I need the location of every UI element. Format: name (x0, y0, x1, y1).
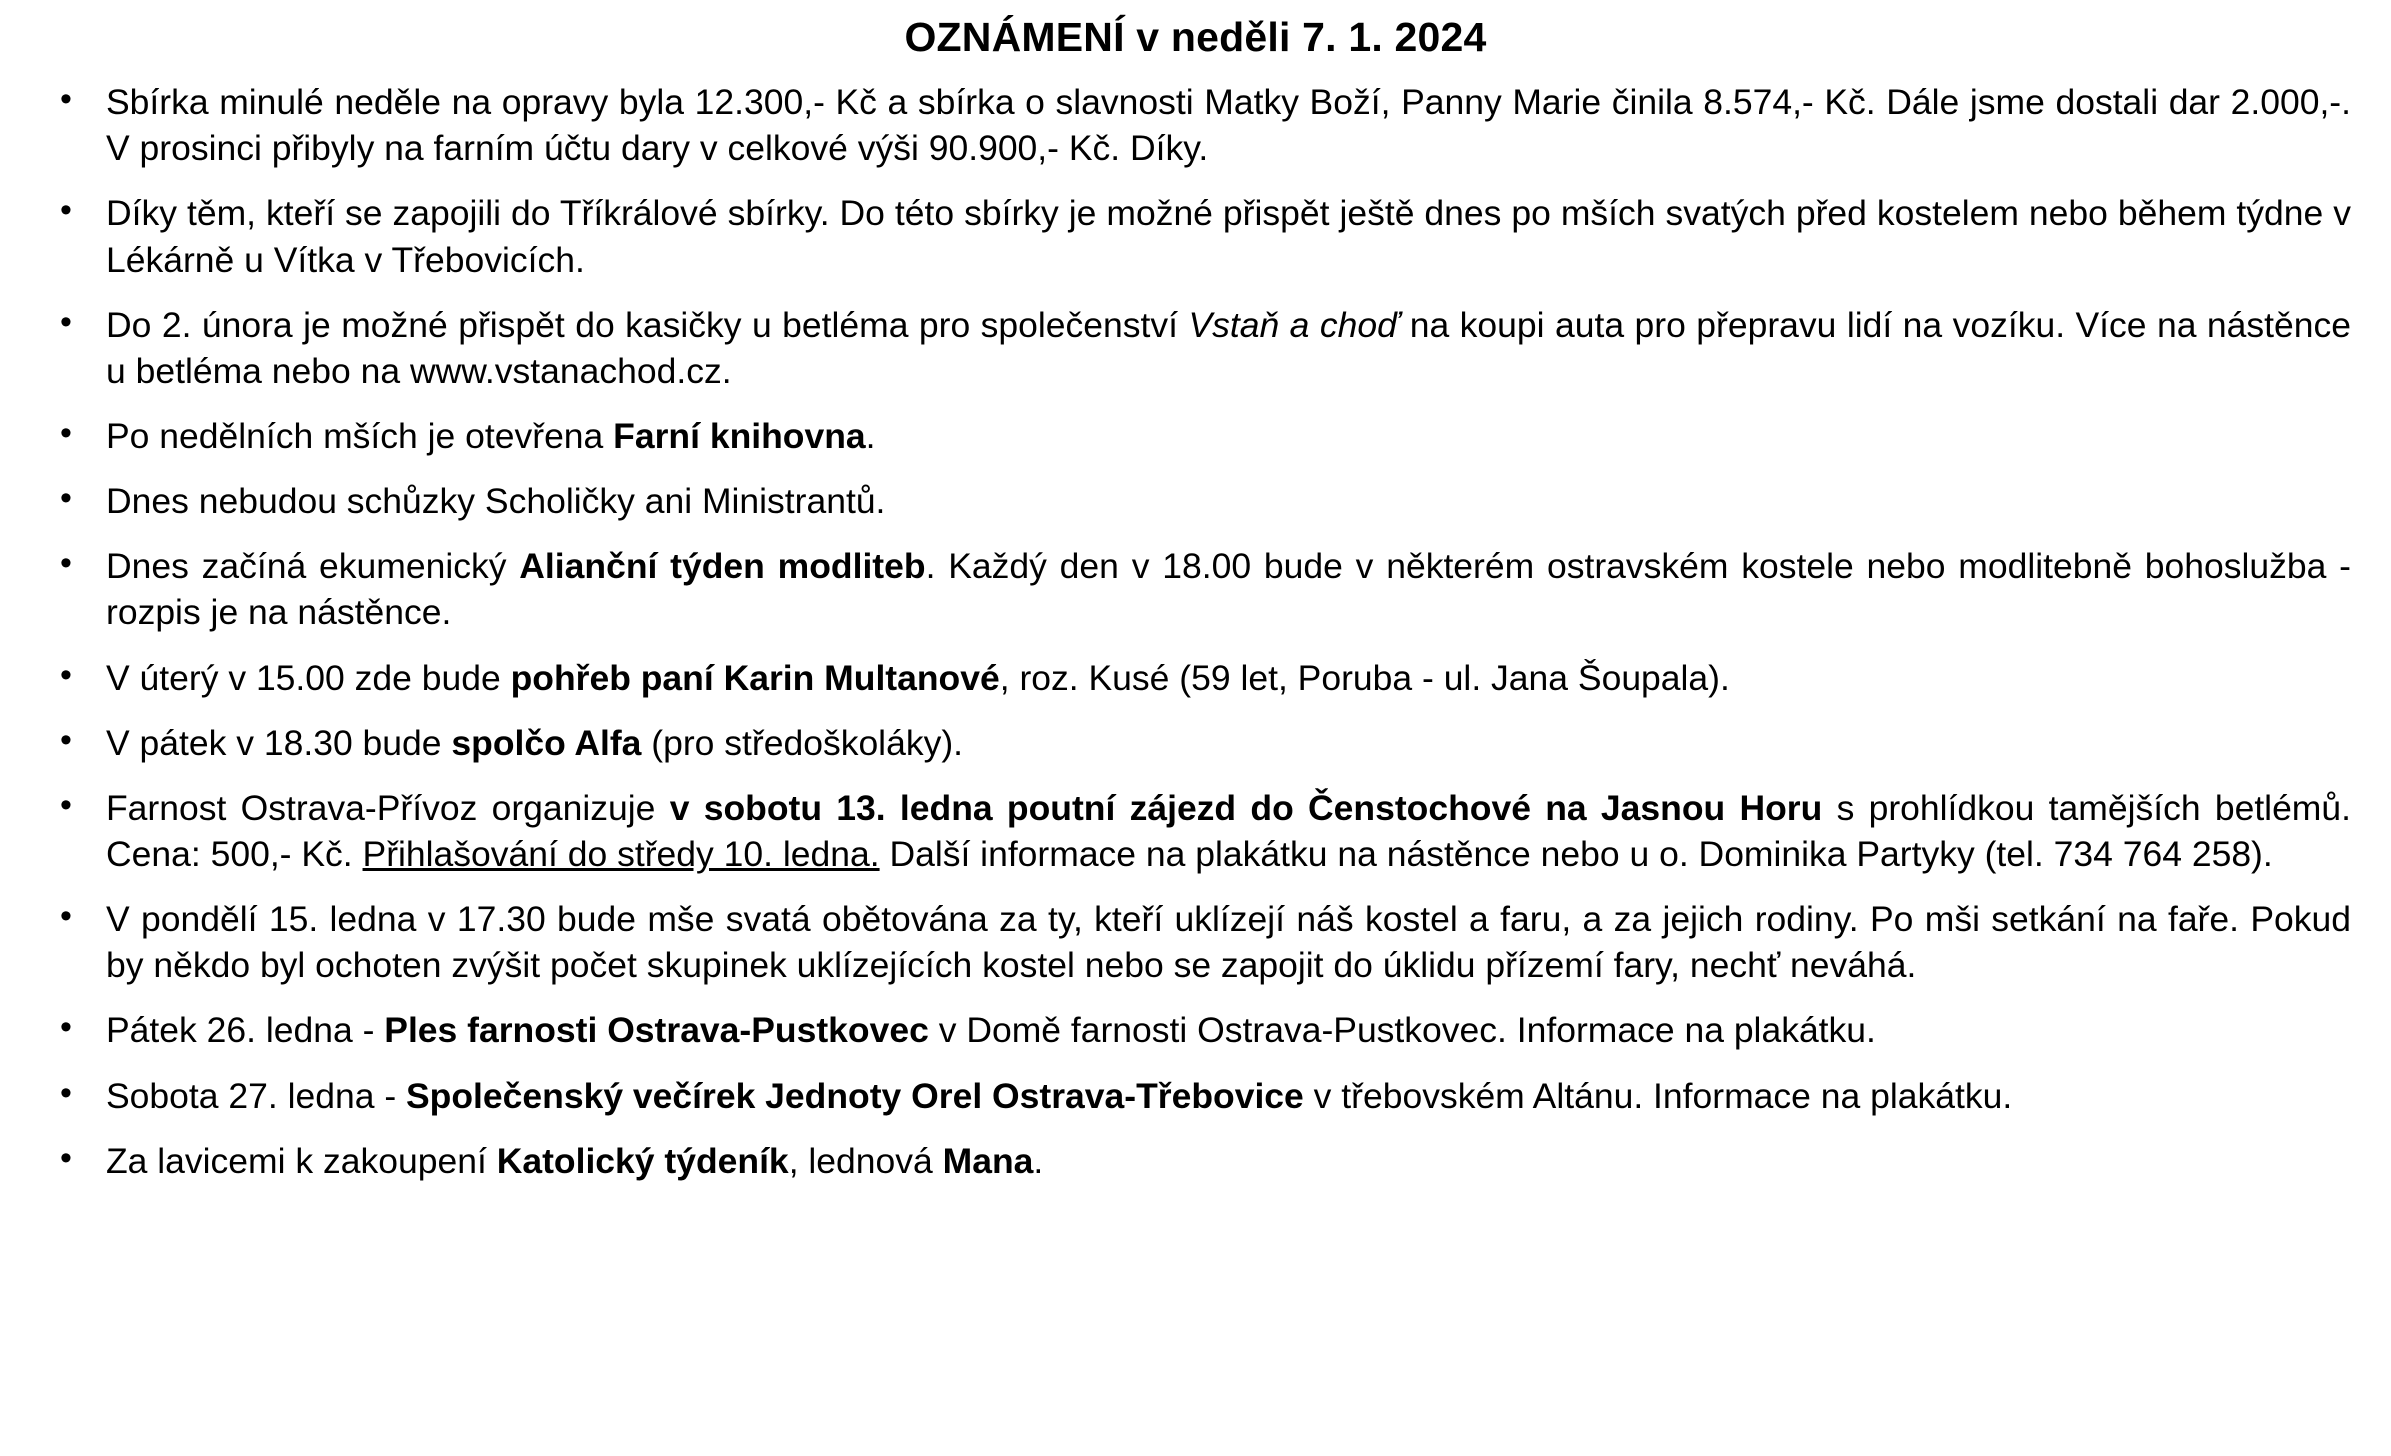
announcement-vecirek-bold: Společenský večírek Jednoty Orel Ostrava-Třebovice (406, 1075, 1304, 1116)
list-item (40, 1138, 2351, 1184)
announcement-text-mse-uklizejici: V pondělí 15. ledna v 17.30 bude mše svatá obětována za ty, kteří uklízejí náš kostel a faru, a za jejich rodiny. Po mši setkání na faře. Pokud by někdo byl ochoten zvýšit počet skupinek uklízejících kostel nebo se zapojit do úklidu přízemí fary, nechť neváhá. (106, 899, 2351, 986)
list-item (40, 720, 2351, 766)
announcement-ples-part2: v Domě farnosti Ostrava-Pustkovec. Informace na plakátku. (928, 1010, 1876, 1051)
list-item (40, 896, 2351, 988)
announcement-pohreb-part2: , roz. Kusé (59 let, Poruba - ul. Jana Šoupala). (999, 657, 1730, 698)
announcement-kasicka-emphasis: Vstaň a choď (1188, 304, 1400, 345)
announcement-zajezd-bold: v sobotu 13. ledna poutní zájezd do Čenstochové na Jasnou Horu (669, 787, 1823, 828)
list-item (40, 543, 2351, 635)
announcement-vecirek-part1: Sobota 27. ledna - (106, 1075, 406, 1116)
announcement-aliancni-part2: . Každý den v 18.00 bude v některém ostravském kostele nebo modlitebně bohoslužba - rozpis je na nástěnce. (106, 546, 2351, 633)
list-item (40, 79, 2351, 171)
announcement-zajezd-part2: s prohlídkou tamějších betlémů. Cena: 500,- Kč. (106, 787, 2351, 874)
announcement-spolco-part2: (pro středoškoláky). (641, 722, 964, 763)
list-item (40, 1073, 2351, 1119)
announcement-tydenik-bold: Katolický týdeník (496, 1140, 789, 1181)
announcement-ples-bold: Ples farnosti Ostrava-Pustkovec (384, 1010, 929, 1051)
page-title: OZNÁMENÍ v neděli 7. 1. 2024 (904, 14, 1487, 60)
announcement-tydenik-part2: , lednová (788, 1140, 943, 1181)
announcement-knihovna-part1: Po nedělních mších je otevřena (106, 415, 614, 456)
announcement-pohreb-part1: V úterý v 15.00 zde bude (106, 657, 511, 698)
announcement-vecirek-part2: v třebovském Altánu. Informace na plakátku. (1303, 1075, 2013, 1116)
announcement-knihovna-bold: Farní knihovna (613, 415, 866, 456)
announcement-zajezd-part3: Další informace na plakátku na nástěnce nebo u o. Dominika Partyky (tel. 734 764 258). (879, 833, 2273, 874)
announcement-knihovna-part2: . (865, 415, 876, 456)
announcement-tydenik-bold2: Mana (942, 1140, 1034, 1181)
announcement-tydenik-part1: Za lavicemi k zakoupení (106, 1140, 497, 1181)
list-item (40, 302, 2351, 394)
announcement-spolco-bold: spolčo Alfa (451, 722, 642, 763)
announcement-tydenik-part3: . (1033, 1140, 1044, 1181)
announcement-zajezd-underline: Přihlašování do středy 10. ledna. (362, 833, 880, 874)
announcement-text-trikralova-sbirka: Díky těm, kteří se zapojili do Tříkrálové sbírky. Do této sbírky je možné přispět ještě dnes po mších svatých před kostelem nebo během týdne v Lékárně u Vítka v Třebovicích. (106, 193, 2351, 280)
announcement-pohreb-bold: pohřeb paní Karin Multanové (510, 657, 1000, 698)
announcement-text-scholicka: Dnes nebudou schůzky Scholičky ani Ministrantů. (106, 481, 886, 522)
list-item (40, 655, 2351, 701)
announcement-text-sbirka: Sbírka minulé neděle na opravy byla 12.300,- Kč a sbírka o slavnosti Matky Boží, Panny Marie činila 8.574,- Kč. Dále jsme dostali dar 2.000,-. V prosinci přibyly na farním účtu dary v celkové výši 90.900,- Kč. Díky. (106, 82, 2351, 169)
list-item (40, 478, 2351, 524)
announcement-kasicka-part2: na koupi auta pro přepravu lidí na vozíku. Více na nástěnce u betléma nebo na www.vstanachod.cz. (106, 304, 2352, 391)
list-item (40, 413, 2351, 459)
list-item (40, 785, 2351, 877)
announcements-list (40, 79, 2351, 1184)
announcement-spolco-part1: V pátek v 18.30 bude (106, 722, 452, 763)
announcement-aliancni-part1: Dnes začíná ekumenický (106, 546, 520, 587)
announcement-zajezd-part1: Farnost Ostrava-Přívoz organizuje (106, 787, 670, 828)
announcement-ples-part1: Pátek 26. ledna - (106, 1010, 385, 1051)
announcement-kasicka-part1: Do 2. února je možné přispět do kasičky u betléma pro společenství (106, 304, 1189, 345)
announcement-aliancni-bold: Alianční týden modliteb (519, 546, 926, 587)
list-item (40, 1007, 2351, 1053)
list-item (40, 190, 2351, 282)
